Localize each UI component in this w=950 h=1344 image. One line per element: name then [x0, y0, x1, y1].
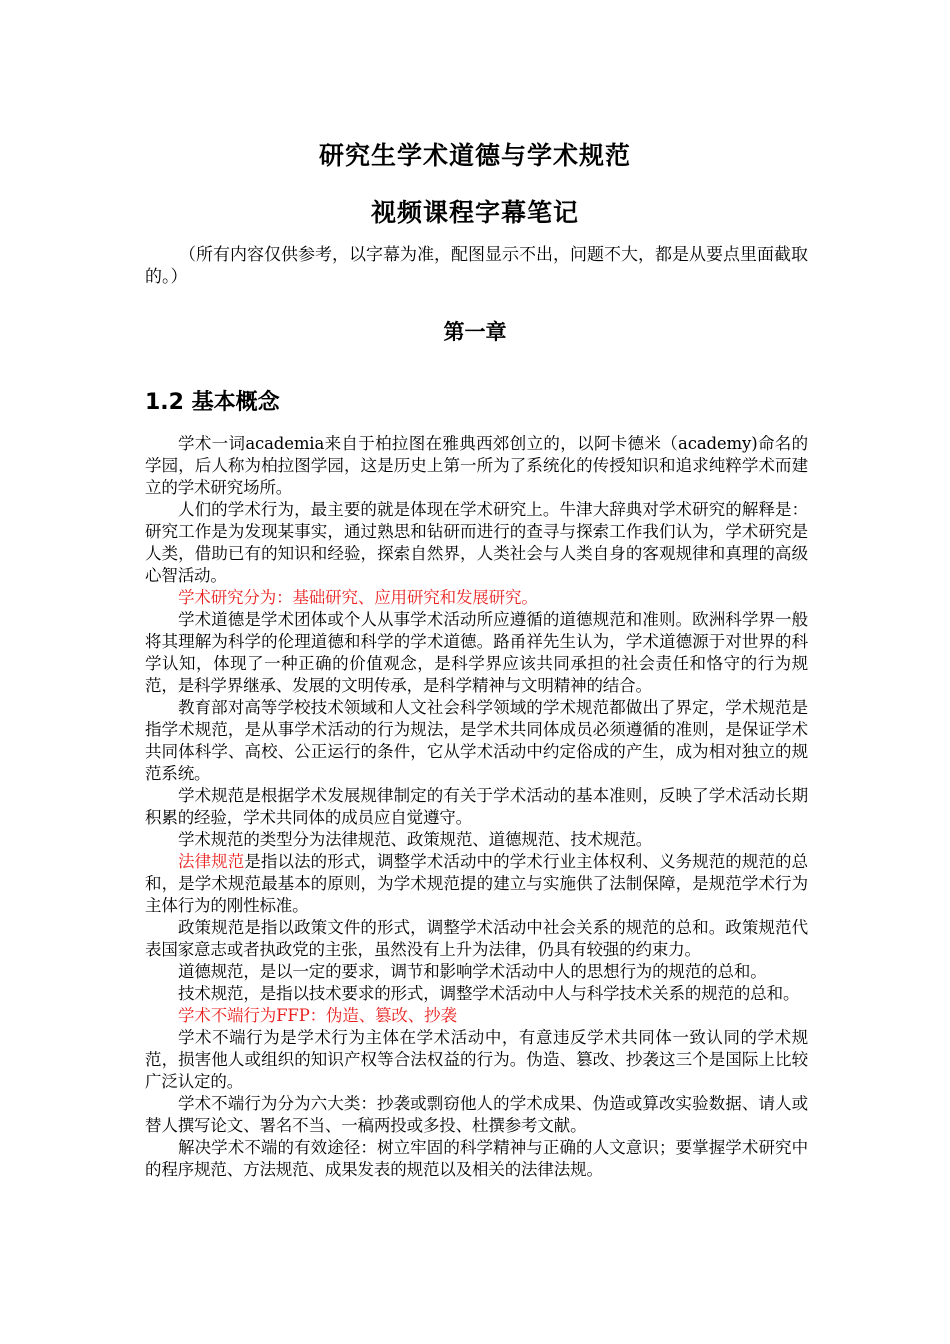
highlighted-paragraph: 学术不端行为FFP：伪造、篡改、抄袭	[178, 1006, 457, 1025]
document-subtitle: 视频课程字幕笔记	[370, 198, 579, 227]
paragraph: 学术规范是根据学术发展规律制定的有关于学术活动的基本准则，反映了学术活动长期积累的经验，学术共同体的成员应自觉遵守。	[145, 786, 808, 827]
paragraph: 学术规范的类型分为法律规范、政策规范、道德规范、技术规范。	[178, 830, 653, 849]
chapter-heading: 第一章	[443, 320, 507, 344]
paragraph: 政策规范是指以政策文件的形式，调整学术活动中社会关系的规范的总和。政策规范代表国家意志或者执政党的主张，虽然没有上升为法律，仍具有较强的约束力。	[145, 918, 808, 959]
paragraph: 道德规范，是以一定的要求，调节和影响学术活动中人的思想行为的规范的总和。	[178, 962, 767, 981]
paragraph-continuation: 是指以法的形式，调整学术活动中的学术行业主体权利、义务规范的规范的总和，是学术规范最基本的原则，为学术规范提的建立与实施供了法制保障，是规范学术行为主体行为的刚性标准。	[145, 852, 808, 915]
body-text	[145, 433, 808, 1181]
paragraph: 学术一词academia来自于柏拉图在雅典西郊创立的，以阿卡德米（academy)命名的学园，后人称为柏拉图学园，这是历史上第一所为了系统化的传授知识和追求纯粹学术而建立的学术研究场所。	[145, 434, 808, 497]
paragraph: 学术不端行为是学术行为主体在学术活动中，有意违反学术共同体一致认同的学术规范，损害他人或组织的知识产权等合法权益的行为。伪造、篡改、抄袭这三个是国际上比较广泛认定的。	[145, 1028, 808, 1091]
section-heading: 1.2 基本概念	[145, 390, 280, 415]
paragraph: 人们的学术行为，最主要的就是体现在学术研究上。牛津大辞典对学术研究的解释是：研究工作是为发现某事实，通过熟思和钻研而进行的查寻与探索工作我们认为，学术研究是人类，借助已有的知识和经验，探索自然界，人类社会与人类自身的客观规律和真理的高级心智活动。	[145, 500, 808, 585]
paragraph: 解决学术不端的有效途径：树立牢固的科学精神与正确的人文意识；要掌握学术研究中的程序规范、方法规范、成果发表的规范以及相关的法律法规。	[145, 1138, 808, 1179]
highlighted-term: 法律规范	[178, 852, 245, 871]
paragraph: 技术规范，是指以技术要求的形式，调整学术活动中人与科学技术关系的规范的总和。	[178, 984, 800, 1003]
paragraph: 教育部对高等学校技术领域和人文社会科学领域的学术规范都做出了界定，学术规范是指学术规范，是从事学术活动的行为规法，是学术共同体成员必须遵循的准则，是保证学术共同体科学、高校、公正运行的条件，它从学术活动中约定俗成的产生，成为相对独立的规范系统。	[145, 698, 808, 783]
paragraph	[145, 851, 808, 917]
paragraph: 学术道德是学术团体或个人从事学术活动所应遵循的道德规范和准则。欧洲科学界一般将其理解为科学的伦理道德和科学的学术道德。路甬祥先生认为，学术道德源于对世界的科学认知，体现了一种正确的价值观念，是科学界应该共同承担的社会责任和恪守的行为规范，是科学界继承、发展的文明传承，是科学精神与文明精神的结合。	[145, 610, 808, 695]
document-title: 研究生学术道德与学术规范	[318, 141, 631, 170]
highlighted-paragraph: 学术研究分为：基础研究、应用研究和发展研究。	[178, 588, 538, 607]
disclaimer-note: （所有内容仅供参考，以字幕为准，配图显示不出，问题不大，都是从要点里面截取的。）	[145, 245, 808, 287]
paragraph: 学术不端行为分为六大类：抄袭或剽窃他人的学术成果、伪造或算改实验数据、请人或替人撰写论文、署名不当、一稿两投或多投、杜撰参考文献。	[145, 1094, 808, 1135]
